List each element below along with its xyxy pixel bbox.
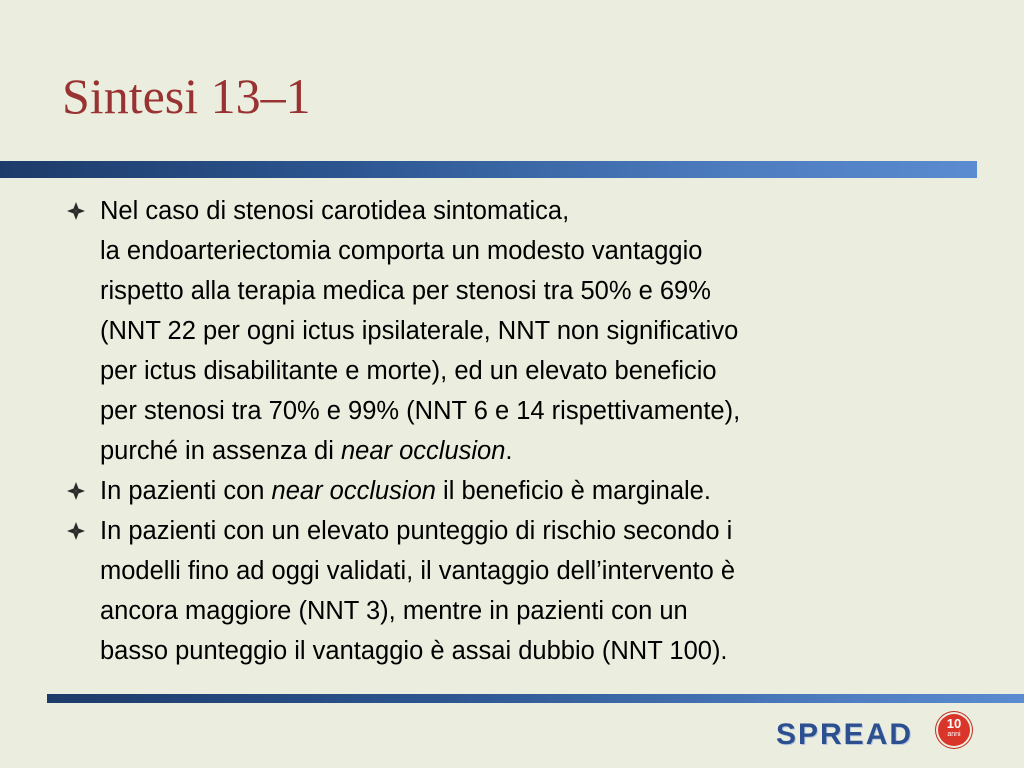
bullet-line <box>100 311 962 351</box>
title-divider <box>0 161 977 178</box>
badge-number: 10 <box>946 716 962 731</box>
diamond-bullet-icon <box>66 481 86 501</box>
emphasis-text: near occlusion <box>340 437 506 465</box>
bullet-text <box>100 471 962 511</box>
text-segment: (NNT 22 per ogni ictus ipsilaterale, NNT non significativo <box>100 317 739 345</box>
text-segment: . <box>505 437 513 465</box>
bullet-line <box>100 351 962 391</box>
text-segment: ancora maggiore (NNT 3), mentre in pazienti con un <box>100 597 688 625</box>
bullet-text <box>100 191 962 471</box>
emphasis-text: near occlusion <box>271 477 436 505</box>
badge-subtitle: anni <box>947 731 961 738</box>
text-segment: In pazienti con <box>100 477 272 505</box>
bullet-line <box>100 431 962 471</box>
bullet-line <box>100 231 962 271</box>
text-segment: modelli fino ad oggi validati, il vantaggio dell’intervento è <box>100 557 736 585</box>
slide-title: Sintesi 13–1 <box>62 68 311 124</box>
text-segment: per ictus disabilitante e morte), ed un elevato beneficio <box>100 357 717 385</box>
logo-wordmark: SPREAD <box>776 718 914 751</box>
bullet-item <box>62 471 962 511</box>
diamond-bullet-icon <box>66 521 86 541</box>
text-segment: per stenosi tra 70% e 99% (NNT 6 e 14 rispettivamente), <box>100 397 741 425</box>
bullet-line <box>100 391 962 431</box>
bullet-line <box>100 511 962 551</box>
bullet-line <box>100 551 962 591</box>
bullet-item <box>62 191 962 471</box>
bullet-line <box>100 471 962 511</box>
text-segment: basso punteggio il vantaggio è assai dubbio (NNT 100). <box>100 637 728 665</box>
bullet-list <box>62 191 962 671</box>
text-segment: rispetto alla terapia medica per stenosi tra 50% e 69% <box>100 277 711 305</box>
footer-divider <box>47 694 1024 703</box>
bullet-line <box>100 631 962 671</box>
bullet-line <box>100 271 962 311</box>
spread-logo <box>776 714 976 754</box>
bullet-item <box>62 511 962 671</box>
anniversary-badge-icon <box>938 714 970 746</box>
bullet-text <box>100 511 962 671</box>
text-segment: il beneficio è marginale. <box>435 477 711 505</box>
bullet-line <box>100 591 962 631</box>
text-segment: purché in assenza di <box>100 437 341 465</box>
diamond-bullet-icon <box>66 201 86 221</box>
bullet-line <box>100 191 962 231</box>
text-segment: la endoarteriectomia comporta un modesto vantaggio <box>100 237 703 265</box>
text-segment: Nel caso di stenosi carotidea sintomatica, <box>100 197 570 225</box>
text-segment: In pazienti con un elevato punteggio di rischio secondo i <box>100 517 733 545</box>
